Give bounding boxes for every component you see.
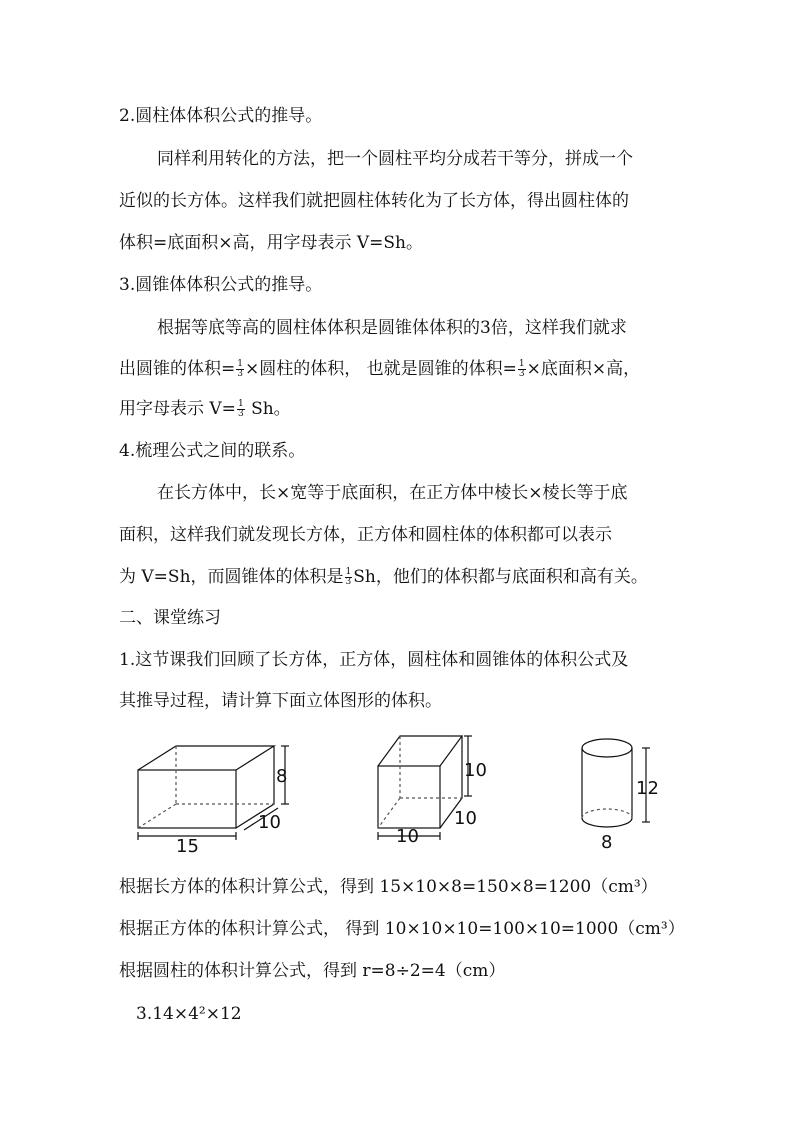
fraction-denominator: 3: [237, 409, 244, 419]
cuboid-length-label: 15: [176, 836, 199, 854]
answer-cuboid: 根据长方体的体积计算公式，得到 15×10×8=150×8=1200（cm³）: [119, 877, 658, 897]
text-segment: 为 V=Sh，而圆锥体的体积是: [119, 567, 344, 587]
fraction-one-third: [236, 360, 244, 379]
fraction-denominator: 3: [345, 577, 352, 587]
fraction-one-third: [345, 568, 353, 587]
cylinder-diameter-label: 8: [601, 832, 613, 852]
section-4-title: 4.梳理公式之间的联系。: [119, 441, 306, 461]
section-3-paragraph-line-2: [119, 358, 640, 380]
fraction-denominator: 3: [518, 369, 525, 379]
section-3-paragraph-line-1: 根据等底等高的圆柱体体积是圆锥体体积的3倍，这样我们就求: [157, 318, 627, 338]
fraction-numerator: 1: [518, 359, 525, 369]
section-3-title: 3.圆锥体体积公式的推导。: [119, 275, 323, 295]
section-2-title: 2.圆柱体体积公式的推导。: [119, 106, 323, 126]
text-segment: 用字母表示 V=: [119, 399, 236, 419]
cuboid-height-label: 8: [276, 766, 288, 787]
section-2-paragraph-line-2: 近似的长方体。这样我们就把圆柱体转化为了长方体，得出圆柱体的: [119, 191, 629, 211]
section-2-paragraph-line-1: 同样利用转化的方法，把一个圆柱平均分成若干等分，拼成一个: [157, 149, 633, 169]
answer-cylinder-volume: 3.14×4²×12: [136, 1004, 242, 1024]
text-segment: Sh。: [245, 399, 291, 419]
section-3-paragraph-line-3: [119, 398, 291, 420]
cube-edge-label: 10: [396, 826, 419, 846]
fraction-numerator: 1: [237, 399, 244, 409]
answer-cube: 根据正方体的体积计算公式， 得到 10×10×10=100×10=1000（cm³）: [119, 919, 685, 939]
cylinder-figure: [576, 734, 668, 852]
cube-height-label: 10: [464, 760, 487, 781]
text-segment: 出圆锥的体积=: [119, 359, 236, 379]
cube-depth-label: 10: [454, 808, 477, 829]
fraction-one-third: [237, 400, 245, 419]
cuboid-figure: [128, 742, 310, 854]
exercise-1-line-2: 其推导过程，请计算下面立体图形的体积。: [119, 691, 442, 711]
fraction-numerator: 1: [237, 359, 243, 369]
cube-figure: [372, 732, 490, 846]
text-segment: ×底面积×高，: [526, 359, 641, 379]
part-2-title: 二、课堂练习: [119, 608, 221, 628]
fraction-one-third: [518, 360, 526, 379]
section-4-paragraph-line-1: 在长方体中，长×宽等于底面积，在正方体中棱长×棱长等于底: [157, 483, 628, 503]
exercise-1-line-1: 1.这节课我们回顾了长方体，正方体，圆柱体和圆锥体的体积公式及: [119, 650, 629, 670]
fraction-denominator: 3: [237, 369, 243, 379]
section-4-paragraph-line-2: 面积，这样我们就发现长方体，正方体和圆柱体的体积都可以表示: [119, 525, 612, 545]
answer-cylinder-radius: 根据圆柱的体积计算公式，得到 r=8÷2=4（cm）: [119, 961, 506, 981]
section-2-paragraph-line-3: 体积=底面积×高，用字母表示 V=Sh。: [119, 233, 424, 253]
text-segment: Sh，他们的体积都与底面积和高有关。: [353, 567, 648, 587]
cylinder-height-label: 12: [636, 778, 659, 799]
cuboid-width-label: 10: [258, 812, 281, 833]
fraction-numerator: 1: [345, 567, 352, 577]
text-segment: ×圆柱的体积， 也就是圆锥的体积=: [244, 359, 517, 379]
section-4-paragraph-line-3: [119, 566, 648, 588]
